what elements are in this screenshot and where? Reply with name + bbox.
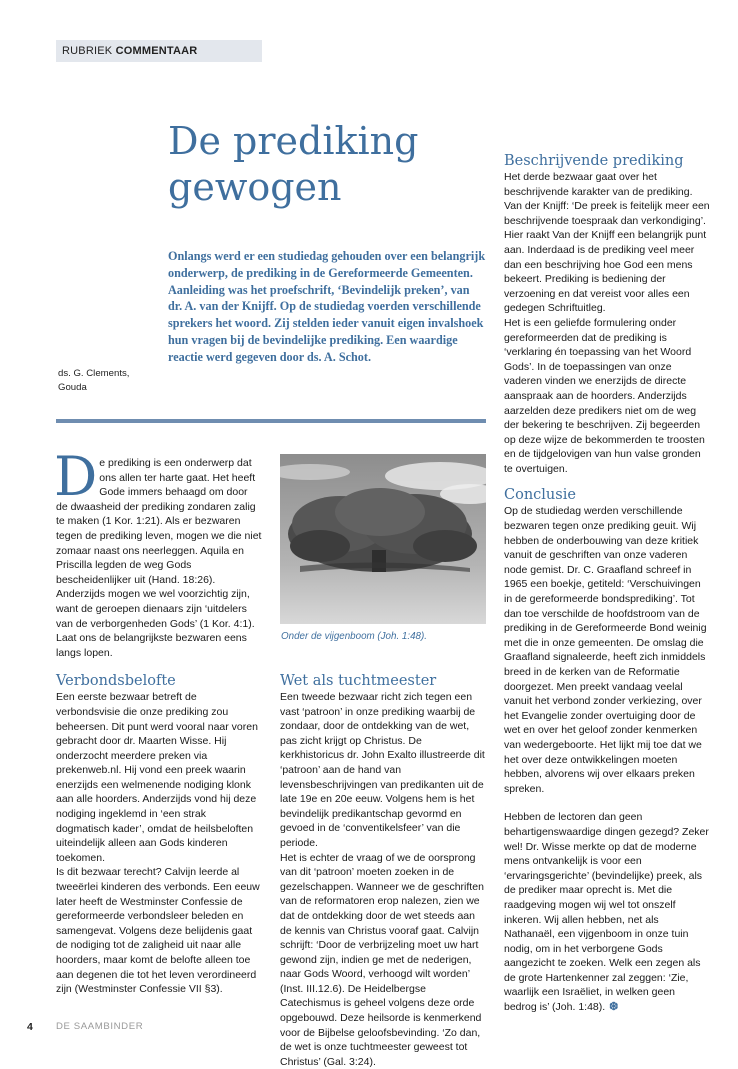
intro-paragraph: Onlangs werd er een studiedag gehouden over een belangrijk onderwerp, de prediking in de Gereformeerde Gemeenten. Aanleiding was het proefschrift, ‘Bevindelijk preken’, van dr. A. van der Knijff. Op de studiedag voerden verschillende sprekers het woord. Zij stelden ieder vanuit eigen invalshoek hun vragen bij de bevindelijke prediking. Een waardige reactie werd gegeven door ds. A. Schot. <box>168 249 486 364</box>
paragraph-verbond-1: Een eerste bezwaar betreft de verbondsvisie die onze prediking zou beheersen. Dit punt werd vooral naar voren gebracht door dr. Maarten Wisse. Hij onderzocht meerdere preken via prekenweb.nl. Hij vond een preek waarin enerzijds een welmenende nodiging klonk aan alle hoorders. Anderzijds vond hij deze nodiging ingeklemd in ‘een strak dogmatisch kader’, omdat de heilsbeloften uiteindelijk alleen aan Gods kinderen toekomen. <box>56 691 258 864</box>
paragraph-beschrijvend-1: Het derde bezwaar gaat over het beschrijvende karakter van de prediking. Van der Knijff: ‘De preek is feitelijk meer een beschrijvende toespraak dan verkondiging’. Hier raakt Van der Knijff een belangrijk punt aan. Inderdaad is de prediking veel meer dan een beschrijving hoe God een mens bekeert. Prediking is bediening der verzoening en dat vereist voor alles een gedegen Schriftuitleg. <box>504 171 710 315</box>
heading-beschrijvende-prediking: Beschrijvende prediking <box>504 153 684 169</box>
author-place: Gouda <box>58 382 87 393</box>
end-mark-icon: ❆ <box>609 1001 619 1014</box>
column-2 <box>280 672 486 1069</box>
page-number: 4 <box>27 1021 33 1033</box>
paragraph-conclusie-2 <box>504 810 710 1014</box>
fig-tree-photo <box>280 454 486 624</box>
column-1 <box>54 445 262 997</box>
paragraph-wet-1: Een tweede bezwaar richt zich tegen een vast ‘patroon’ in onze prediking waarbij de zondaar, door de ontdekking van de wet, pas zicht krijgt op Christus. De kerkhistoricus dr. John Exalto illustreerde dit ‘patroon’ aan de hand van levensbeschrijvingen van predikanten uit de late 19e en 20e eeuw. Volgens hem is het bevindelijk predikantschap gevormd en gevoed in de ‘conventikelsfeer’ van die periode. <box>280 691 485 849</box>
heading-conclusie: Conclusie <box>504 487 576 504</box>
section-divider <box>56 419 486 423</box>
paragraph-conclusie-2-text: Hebben de lectoren dan geen behartigenswaardige dingen gezegd? Zeker wel! Dr. Wisse merkte op dat de moderne mens ontvankelijk is voor een ‘ervaringsgerichte’ (bevindelijke) preek, als de prediker maar oprecht is. Met die raadgeving mogen wij wel tot onszelf inkeren. Wij allen hebben, net als Nathanaël, een vijgenboom in onze tuin nodig, om in het verborgene Gods aangezicht te zoeken. Welk een zegen als de grote Hartenkenner zal zeggen: ‘Zie, waarlijk een Israëliet, in welken geen bedrog is’ (Joh. 1:48). <box>504 811 709 1014</box>
author-block <box>58 367 158 395</box>
rubriek-label <box>56 40 262 62</box>
article-title <box>168 118 488 210</box>
opening-text: e prediking is een onderwerp dat ons allen ter harte gaat. Het heeft Gode immers behaagd om door de dwaasheid der prediking zondaren zalig te maken (1 Kor. 1:21). Als er bezwaren tegen de prediking leven, mogen we die niet zomaar naast ons neerleggen. Aquila en Priscilla legden de weg Gods bescheidenlijker uit (Hand. 18:26). Anderzijds mogen we wel voorzichtig zijn, want de geroepen dienaars zijn ‘uitdelers van de verborgenheden Gods’ (1 Kor. 4:1). Laat ons de belangrijkste bezwaren eens langs lopen. <box>56 457 262 659</box>
paragraph-wet-2: Het is echter de vraag of we de oorsprong van dit ‘patroon’ moeten zoeken in de gezelschappen. Wanneer we de geschriften van de reformatoren erop nalezen, zien we dat de ontdekking door de wet steeds aan de kennis van Christus vooraf gaat. Calvijn schrijft: ‘Door de verbrijzeling moet uw hart gewond zijn, indien ge met de nederigen, naar Gods Woord, verhoogd wilt worden’ (Inst. III.12.6). De Heidelbergse Catechismus is geheel volgens deze orde opgebouwd. Deze heilsorde is kenmerkend voor de Bijbelse geloofsbevinding. ‘Zo dan, de wet is onze tuchtmeester geweest tot Christus’ (Gal. 3:24). <box>280 851 484 1068</box>
paragraph-conclusie-1: Op de studiedag werden verschillende bezwaren tegen onze prediking geuit. Wij hebben de onderbouwing van deze kritiek vanuit de geschriften van onze vaderen node gemist. Dr. C. Graafland schreef in 1965 een boekje, getiteld: ‘Verschuivingen in de gereformeerde bondsprediking’. Tot dan toe verschilde de hoofdstroom van de prediking in de Gereformeerde Bond weinig met die in onze gemeenten. De omslag die Graafland signaleerde, heeft zich inmiddels breed in de kerken van de Reformatie doorgezet. Men preekt vandaag veelal vanuit het verbond zonder verkiezing, over het Evangelie zonder overtuiging door de wet en over het geloof zonder kenmerken van wedergeboorte. Het lijkt mij toe dat we het over deze ontwikkelingen moeten hebben, alvorens wij over elkaars preken spreken. <box>504 505 707 795</box>
heading-wet-als-tuchtmeester: Wet als tuchtmeester <box>280 673 437 689</box>
paragraph-beschrijvend-2: Het is een geliefde formulering onder gereformeerden dat de prediking is ‘verklaring én toepassing van het Woord Gods’. In de toepassingen van onze vaderen vinden we enerzijds de directe aanspraak aan de hoorders. Anderzijds aarzelden deze predikers niet om de weg der bekering te beschrijven. Zij begeerden op deze wijze de bekommerden te troosten en de tijdgelovigen van hun valse gronden te overtuigen. <box>504 316 705 475</box>
rubriek-prefix: RUBRIEK <box>62 45 113 57</box>
drop-cap: D <box>54 445 98 508</box>
publication-name: DE SAAMBINDER <box>56 1021 144 1032</box>
rubriek-name: COMMENTAAR <box>115 45 198 57</box>
title-line-2: gewogen <box>168 165 342 209</box>
author-name: ds. G. Clements, <box>58 368 130 379</box>
photo-caption: Onder de vijgenboom (Joh. 1:48). <box>281 631 427 642</box>
title-line-1: De prediking <box>168 119 419 163</box>
paragraph-verbond-2: Is dit bezwaar terecht? Calvijn leerde al tweeërlei kinderen des verbonds. Een eeuw later heeft de Westminster Confessie de gereformeerde verbondsleer beleden en samengevat. Volgens deze belijdenis gaat de nodiging tot de zaligheid uit naar alle hoorders, maar komt de belofte alleen toe aan degenen die tot het leven verordineerd zijn (Westminster Confessie VII §3). <box>56 866 260 996</box>
column-3 <box>504 79 710 1015</box>
opening-paragraph <box>54 445 262 660</box>
heading-verbondsbelofte: Verbondsbelofte <box>56 673 176 690</box>
